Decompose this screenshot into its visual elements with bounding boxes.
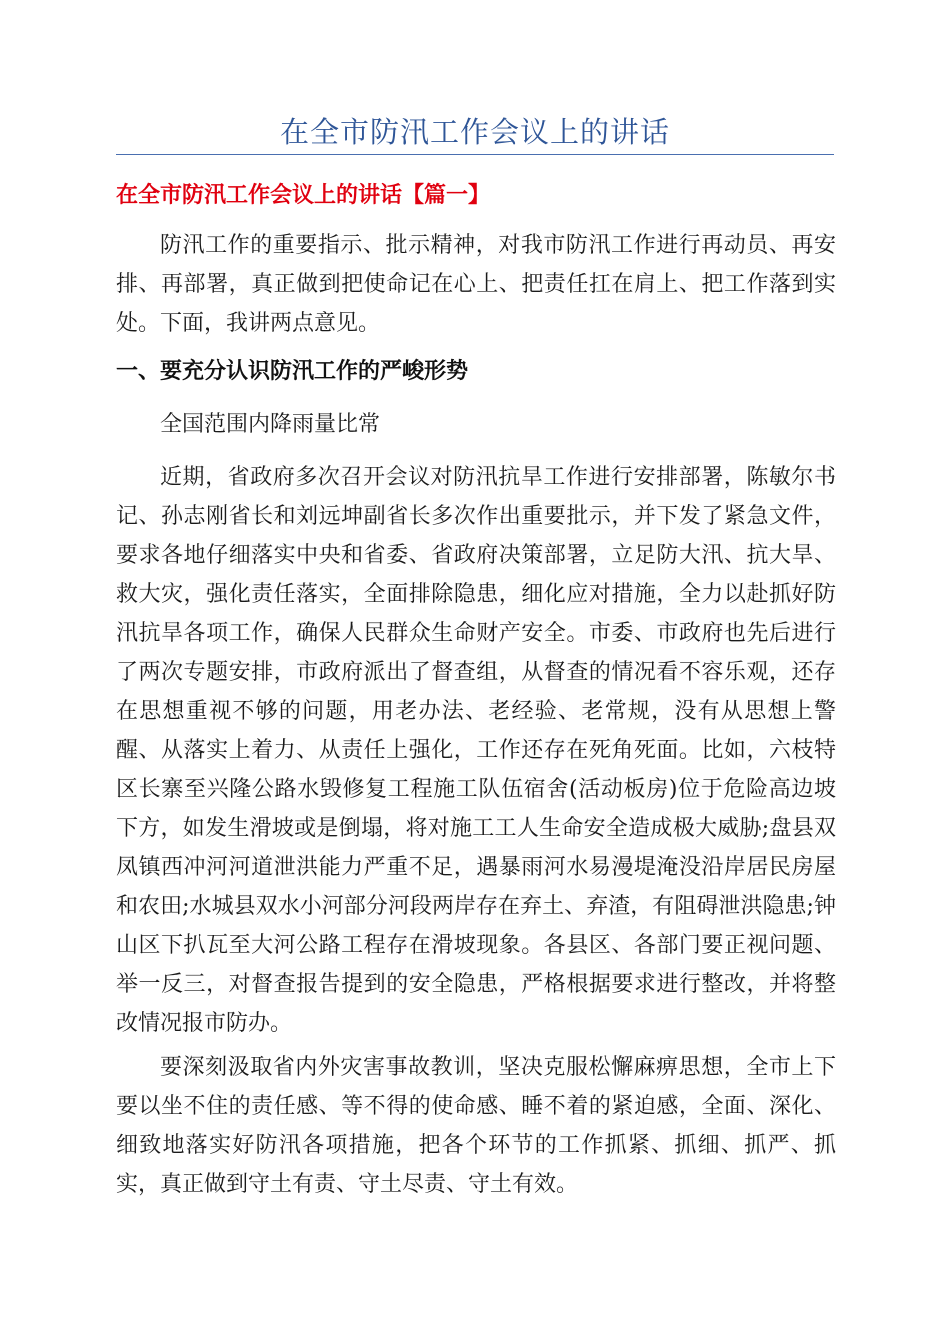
paragraph-lessons: 要深刻汲取省内外灾害事故教训，坚决克服松懈麻痹思想，全市上下要以坐不住的责任感、等不得的使命感、睡不着的紧迫感，全面、深化、细致地落实好防汛各项措施，把各个环节的工作抓紧、抓细、抓严、抓实，真正做到守土有责、守土尽责、守土有效。 (116, 1055, 836, 1197)
section-heading: 在全市防汛工作会议上的讲话【篇一】 (116, 183, 491, 208)
document-title: 在全市防汛工作会议上的讲话 (279, 115, 670, 149)
sub-heading: 一、要充分认识防汛工作的严峻形势 (116, 359, 469, 384)
paragraph-intro: 防汛工作的重要指示、批示精神，对我市防汛工作进行再动员、再安排、再部署，真正做到把使命记在心上、把责任扛在肩上、把工作落到实处。下面，我讲两点意见。 (116, 233, 836, 336)
paragraph-national-rainfall: 全国范围内降雨量比常 (160, 412, 381, 437)
paragraph-recent: 近期，省政府多次召开会议对防汛抗旱工作进行安排部署，陈敏尔书记、孙志刚省长和刘远坤副省长多次作出重要批示，并下发了紧急文件，要求各地仔细落实中央和省委、省政府决策部署，立足防大汛、抗大旱、救大灾，强化责任落实，全面排除隐患，细化应对措施，全力以赴抓好防汛抗旱各项工作，确保人民群众生命财产安全。市委、市政府也先后进行了两次专题安排，市政府派出了督查组，从督查的情况看不容乐观，还存在思想重视不够的问题，用老办法、老经验、老常规，没有从思想上警醒、从落实上着力、从责任上强化，工作还存在死角死面。比如，六枝特区长寨至兴隆公路水毁修复工程施工队伍宿舍(活动板房)位于危险高边坡下方，如发生滑坡或是倒塌，将对施工工人生命安全造成极大威胁;盘县双凤镇西冲河河道泄洪能力严重不足，遇暴雨河水易漫堤淹没沿岸居民房屋和农田;水城县双水小河部分河段两岸存在弃土、弃渣，有阻碍泄洪隐患;钟山区下扒瓦至大河公路工程存在滑坡现象。各县区、各部门要正视问题、举一反三，对督查报告提到的安全隐患，严格根据要求进行整改，并将整改情况报市防办。 (116, 465, 836, 1036)
title-underline (116, 154, 834, 155)
